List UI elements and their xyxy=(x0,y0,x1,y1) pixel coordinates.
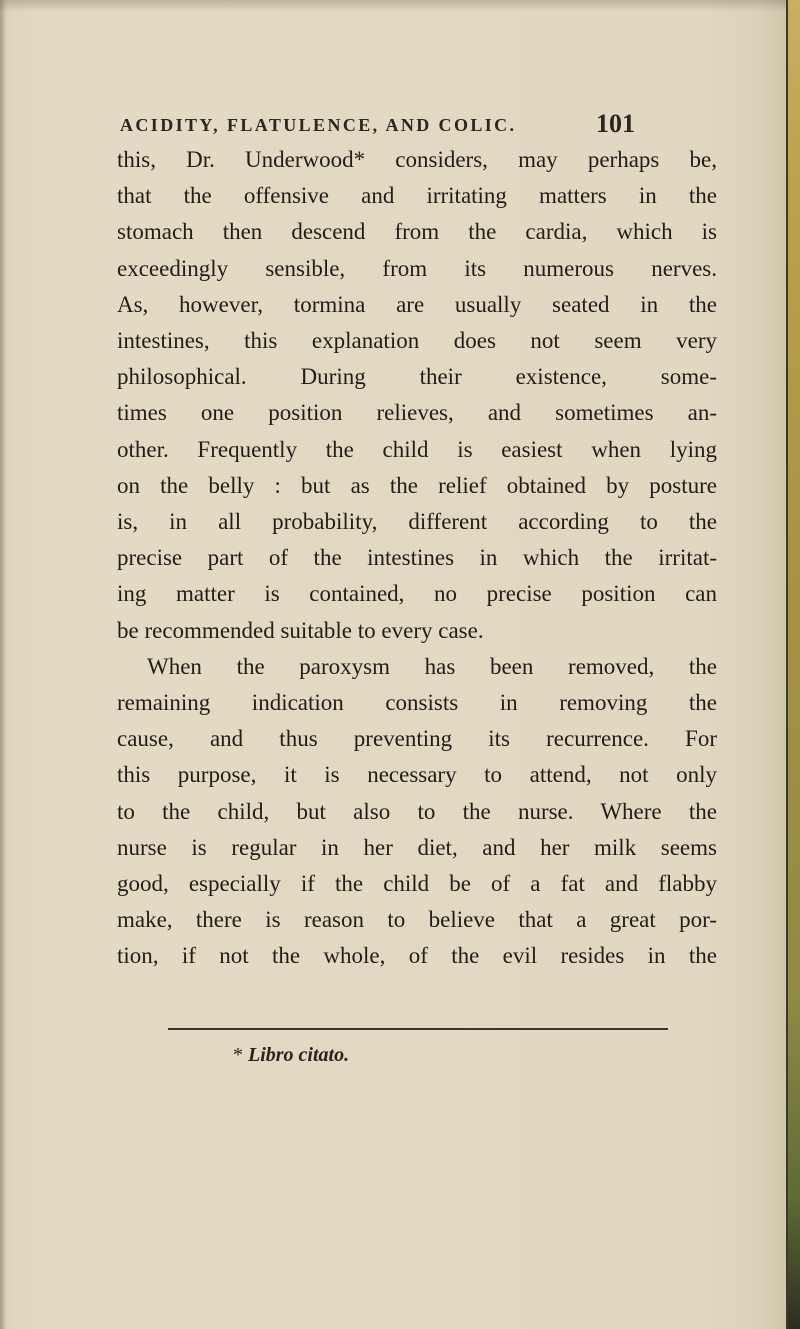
paragraph-1 xyxy=(117,142,717,649)
text-line: that the offensive and irritating matters in the xyxy=(117,183,717,209)
text-line: tion, if not the whole, of the evil resides in the xyxy=(117,943,717,969)
footnote xyxy=(233,1044,349,1067)
text-line: precise part of the intestines in which the irritat- xyxy=(117,545,717,571)
footnote-text: Libro citato. xyxy=(248,1044,350,1066)
text-line: times one position relieves, and sometimes an- xyxy=(117,400,717,426)
text-line: intestines, this explanation does not seem very xyxy=(117,328,717,354)
text-line: cause, and thus preventing its recurrence. For xyxy=(117,726,717,752)
footnote-rule xyxy=(168,1028,668,1030)
text-line: nurse is regular in her diet, and her milk seems xyxy=(117,834,717,860)
page-left-edge xyxy=(0,0,6,1329)
text-line: remaining indication consists in removing the xyxy=(117,690,717,716)
paragraph-2 xyxy=(117,649,717,975)
text-line: on the belly : but as the relief obtained by posture xyxy=(117,472,717,498)
text-line: As, however, tormina are usually seated in the xyxy=(117,291,717,317)
text-line: exceedingly sensible, from its numerous nerves. xyxy=(117,255,717,281)
text-line: good, especially if the child be of a fat and flabby xyxy=(117,871,717,897)
running-head xyxy=(120,109,720,138)
text-line: is, in all probability, different according to the xyxy=(117,509,717,535)
footnote-mark: * xyxy=(233,1044,243,1066)
text-line: other. Frequently the child is easiest when lying xyxy=(117,436,717,462)
body-text xyxy=(117,142,717,975)
spine-divider xyxy=(786,0,788,1329)
text-line: this purpose, it is necessary to attend, not only xyxy=(117,762,717,788)
text-line: When the paroxysm has been removed, the xyxy=(147,653,717,679)
text-line: to the child, but also to the nurse. Where the xyxy=(117,798,717,824)
text-line: philosophical. During their existence, some- xyxy=(117,364,717,390)
book-spine-edge xyxy=(786,0,800,1329)
page-top-shadow xyxy=(0,0,790,12)
text-line: ing matter is contained, no precise position can xyxy=(117,581,717,607)
text-line: be recommended suitable to every case. xyxy=(117,617,484,643)
page-number: 101 xyxy=(596,109,635,138)
text-line: make, there is reason to believe that a great por- xyxy=(117,907,717,933)
text-line: stomach then descend from the cardia, which is xyxy=(117,219,717,245)
running-head-title: ACIDITY, FLATULENCE, AND COLIC. xyxy=(120,115,517,135)
text-line: this, Dr. Underwood* considers, may perhaps be, xyxy=(117,147,717,172)
